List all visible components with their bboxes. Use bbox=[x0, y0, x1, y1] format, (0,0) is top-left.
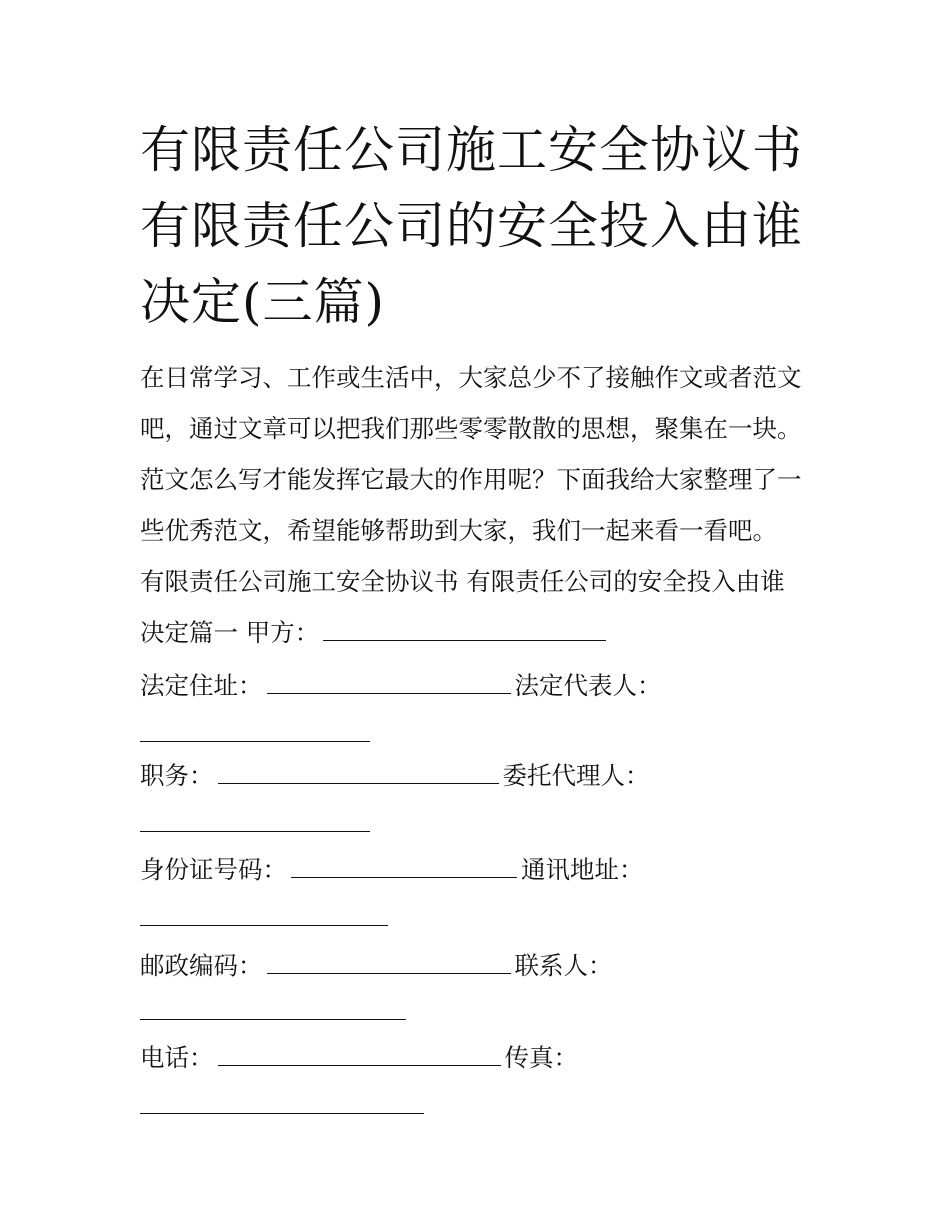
fax-label: 传真： bbox=[504, 1043, 578, 1072]
address-label: 法定住址： bbox=[140, 671, 263, 700]
intro-line-2: 吧，通过文章可以把我们那些零零散散的思想，聚集在一块。 bbox=[140, 414, 802, 443]
phone-label: 电话： bbox=[140, 1043, 214, 1072]
document-title bbox=[140, 112, 820, 340]
contact-blank bbox=[140, 993, 406, 1020]
title-line-1: 有限责任公司施工安全协议书 bbox=[140, 121, 803, 179]
party-a-blank bbox=[323, 614, 606, 641]
party-a-line bbox=[140, 607, 840, 658]
phone-blank bbox=[218, 1039, 501, 1066]
address-blank bbox=[267, 667, 511, 694]
rep-blank-row bbox=[140, 714, 374, 754]
intro-paragraph bbox=[140, 352, 840, 658]
mail-address-blank-row bbox=[140, 898, 392, 938]
party-a-label: 决定篇一 甲方： bbox=[140, 618, 320, 647]
intro-line-4: 些优秀范文，希望能够帮助到大家，我们一起来看一看吧。 bbox=[140, 516, 777, 545]
address-row bbox=[140, 666, 662, 706]
agent-label: 委托代理人： bbox=[502, 761, 650, 790]
contact-blank-row bbox=[140, 992, 410, 1032]
rep-blank bbox=[140, 715, 370, 742]
intro-line-3: 范文怎么写才能发挥它最大的作用呢？下面我给大家整理了一 bbox=[140, 465, 802, 494]
intro-line-1: 在日常学习、工作或生活中，大家总少不了接触作文或者范文 bbox=[140, 363, 802, 392]
fax-blank bbox=[140, 1087, 424, 1114]
title-line-2: 有限责任公司的安全投入由谁 bbox=[140, 197, 803, 255]
fax-blank-row bbox=[140, 1086, 428, 1126]
id-label: 身份证号码： bbox=[140, 855, 287, 884]
postcode-label: 邮政编码： bbox=[140, 951, 263, 980]
postcode-row bbox=[140, 946, 613, 986]
agent-blank bbox=[140, 805, 370, 832]
id-blank bbox=[291, 851, 517, 878]
intro-line-5: 有限责任公司施工安全协议书 有限责任公司的安全投入由谁 bbox=[140, 567, 785, 596]
mail-address-label: 通讯地址： bbox=[521, 855, 644, 884]
title-line-3: 决定(三篇) bbox=[140, 273, 386, 331]
phone-row bbox=[140, 1038, 578, 1078]
position-row bbox=[140, 756, 650, 796]
id-row bbox=[140, 850, 644, 890]
contact-label: 联系人： bbox=[514, 951, 613, 980]
postcode-blank bbox=[267, 947, 511, 974]
mail-address-blank bbox=[140, 899, 388, 926]
agent-blank-row bbox=[140, 804, 374, 844]
rep-label: 法定代表人： bbox=[514, 671, 662, 700]
position-blank bbox=[218, 757, 499, 784]
position-label: 职务： bbox=[140, 761, 214, 790]
